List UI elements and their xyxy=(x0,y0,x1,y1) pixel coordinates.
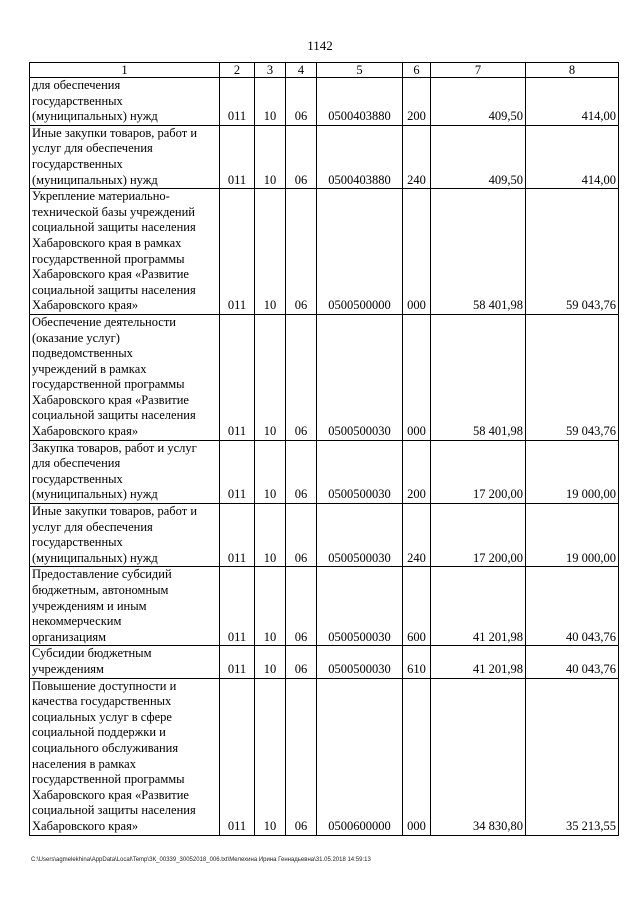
target-article-cell: 0500403880 xyxy=(317,125,403,188)
expense-type-cell: 610 xyxy=(403,646,431,678)
row-name-line: услуг для обеспечения xyxy=(32,519,153,534)
table-row xyxy=(30,125,619,188)
amount-year-2-cell: 59 043,76 xyxy=(526,314,619,440)
document-path-footer: C:\Users\agmelekhina\AppData\Local\Temp\ЗК_00339_30052018_006.txt\Мелехина Ирина Геннадьевна\31.05.2018 14:59:13 xyxy=(31,857,371,863)
row-name-line: (оказание услуг) xyxy=(32,330,120,345)
expense-type-cell: 200 xyxy=(403,440,431,503)
expense-type-cell: 000 xyxy=(403,189,431,315)
subsection-code-cell: 06 xyxy=(286,125,317,188)
subsection-code-cell: 06 xyxy=(286,646,317,678)
column-header: 2 xyxy=(220,63,255,78)
target-article-cell: 0500500030 xyxy=(317,440,403,503)
column-header: 4 xyxy=(286,63,317,78)
row-name-line: (муниципальных) нужд xyxy=(32,172,158,187)
table-row xyxy=(30,189,619,315)
row-name-line: государственных xyxy=(32,93,123,108)
row-name-line: качества государственных xyxy=(32,694,172,709)
row-name-line: социальной защиты населения xyxy=(32,408,196,423)
row-name-cell xyxy=(30,646,220,678)
row-name-cell xyxy=(30,567,220,646)
expense-type-cell: 200 xyxy=(403,78,431,126)
row-name-cell xyxy=(30,440,220,503)
row-name-cell xyxy=(30,189,220,315)
row-name-line: социальной поддержки и xyxy=(32,725,166,740)
budget-table xyxy=(29,62,619,836)
amount-year-1-cell: 409,50 xyxy=(431,78,526,126)
section-code-cell: 10 xyxy=(255,504,286,567)
subsection-code-cell: 06 xyxy=(286,440,317,503)
expense-type-cell: 240 xyxy=(403,504,431,567)
row-name-line: Хабаровского края» xyxy=(32,424,139,439)
column-header: 3 xyxy=(255,63,286,78)
subsection-code-cell: 06 xyxy=(286,567,317,646)
row-name-line: государственной программы xyxy=(32,251,185,266)
section-code-cell: 10 xyxy=(255,678,286,835)
row-name-line: Субсидии бюджетным xyxy=(32,646,152,661)
table-row xyxy=(30,646,619,678)
row-name-line: организациям xyxy=(32,629,107,644)
target-article-cell: 0500403880 xyxy=(317,78,403,126)
row-name-line: учреждений в рамках xyxy=(32,361,147,376)
section-code-cell: 10 xyxy=(255,125,286,188)
row-name-line: социальных услуг в сфере xyxy=(32,709,172,724)
ministry-code-cell: 011 xyxy=(220,678,255,835)
amount-year-2-cell: 40 043,76 xyxy=(526,646,619,678)
amount-year-1-cell: 58 401,98 xyxy=(431,189,526,315)
amount-year-1-cell: 409,50 xyxy=(431,125,526,188)
expense-type-cell: 240 xyxy=(403,125,431,188)
ministry-code-cell: 011 xyxy=(220,646,255,678)
row-name-cell xyxy=(30,678,220,835)
row-name-cell xyxy=(30,314,220,440)
subsection-code-cell: 06 xyxy=(286,678,317,835)
row-name-line: Хабаровского края «Развитие xyxy=(32,392,189,407)
row-name-line: Хабаровского края» xyxy=(32,298,139,313)
amount-year-1-cell: 34 830,80 xyxy=(431,678,526,835)
row-name-line: государственных xyxy=(32,471,123,486)
column-header: 8 xyxy=(526,63,619,78)
row-name-line: государственной программы xyxy=(32,772,185,787)
ministry-code-cell: 011 xyxy=(220,78,255,126)
table-row xyxy=(30,678,619,835)
page-number: 1142 xyxy=(307,38,333,53)
table-row xyxy=(30,440,619,503)
target-article-cell: 0500500030 xyxy=(317,314,403,440)
row-name-line: социального обслуживания xyxy=(32,740,179,755)
row-name-cell xyxy=(30,504,220,567)
section-code-cell: 10 xyxy=(255,78,286,126)
amount-year-2-cell: 19 000,00 xyxy=(526,504,619,567)
section-code-cell: 10 xyxy=(255,440,286,503)
row-name-line: социальной защиты населения xyxy=(32,282,196,297)
ministry-code-cell: 011 xyxy=(220,189,255,315)
row-name-line: государственной программы xyxy=(32,377,185,392)
ministry-code-cell: 011 xyxy=(220,567,255,646)
amount-year-2-cell: 40 043,76 xyxy=(526,567,619,646)
column-header: 1 xyxy=(30,63,220,78)
ministry-code-cell: 011 xyxy=(220,125,255,188)
row-name-line: Хабаровского края» xyxy=(32,818,139,833)
row-name-line: подведомственных xyxy=(32,346,133,361)
row-name-line: (муниципальных) нужд xyxy=(32,550,158,565)
amount-year-1-cell: 41 201,98 xyxy=(431,567,526,646)
amount-year-2-cell: 19 000,00 xyxy=(526,440,619,503)
section-code-cell: 10 xyxy=(255,189,286,315)
amount-year-1-cell: 17 200,00 xyxy=(431,440,526,503)
ministry-code-cell: 011 xyxy=(220,440,255,503)
table-row xyxy=(30,314,619,440)
row-name-line: Повышение доступности и xyxy=(32,678,177,693)
row-name-line: некоммерческим xyxy=(32,614,122,629)
row-name-line: Хабаровского края «Развитие xyxy=(32,267,189,282)
row-name-line: Хабаровского края в рамках xyxy=(32,235,182,250)
row-name-line: услуг для обеспечения xyxy=(32,141,153,156)
section-code-cell: 10 xyxy=(255,314,286,440)
table-row xyxy=(30,504,619,567)
amount-year-2-cell: 59 043,76 xyxy=(526,189,619,315)
target-article-cell: 0500500030 xyxy=(317,504,403,567)
row-name-line: учреждениям и иным xyxy=(32,598,147,613)
subsection-code-cell: 06 xyxy=(286,78,317,126)
row-name-line: социальной защиты населения xyxy=(32,220,196,235)
ministry-code-cell: 011 xyxy=(220,314,255,440)
row-name-line: (муниципальных) нужд xyxy=(32,487,158,502)
section-code-cell: 10 xyxy=(255,567,286,646)
row-name-line: (муниципальных) нужд xyxy=(32,109,158,124)
subsection-code-cell: 06 xyxy=(286,504,317,567)
column-header: 7 xyxy=(431,63,526,78)
expense-type-cell: 600 xyxy=(403,567,431,646)
amount-year-1-cell: 17 200,00 xyxy=(431,504,526,567)
ministry-code-cell: 011 xyxy=(220,504,255,567)
row-name-line: Закупка товаров, работ и услуг xyxy=(32,440,197,455)
subsection-code-cell: 06 xyxy=(286,189,317,315)
amount-year-1-cell: 41 201,98 xyxy=(431,646,526,678)
target-article-cell: 0500500030 xyxy=(317,567,403,646)
target-article-cell: 0500500030 xyxy=(317,646,403,678)
row-name-line: для обеспечения xyxy=(32,456,121,471)
row-name-line: бюджетным, автономным xyxy=(32,583,169,597)
amount-year-2-cell: 414,00 xyxy=(526,125,619,188)
row-name-cell xyxy=(30,78,220,126)
row-name-cell xyxy=(30,125,220,188)
row-name-line: учреждениям xyxy=(32,661,104,676)
amount-year-1-cell: 58 401,98 xyxy=(431,314,526,440)
table-row xyxy=(30,78,619,126)
row-name-line: социальной защиты населения xyxy=(32,803,196,818)
row-name-line: Иные закупки товаров, работ и xyxy=(32,125,198,140)
row-name-line: населения в рамках xyxy=(32,756,136,771)
table-row xyxy=(30,567,619,646)
row-name-line: Предоставление субсидий xyxy=(32,567,172,582)
column-header: 6 xyxy=(403,63,431,78)
table-header-row xyxy=(30,63,619,78)
row-name-line: Иные закупки товаров, работ и xyxy=(32,504,198,519)
row-name-line: технической базы учреждений xyxy=(32,204,195,219)
column-header: 5 xyxy=(317,63,403,78)
row-name-line: для обеспечения xyxy=(32,78,121,92)
subsection-code-cell: 06 xyxy=(286,314,317,440)
target-article-cell: 0500500000 xyxy=(317,189,403,315)
expense-type-cell: 000 xyxy=(403,314,431,440)
amount-year-2-cell: 414,00 xyxy=(526,78,619,126)
expense-type-cell: 000 xyxy=(403,678,431,835)
row-name-line: Обеспечение деятельности xyxy=(32,314,177,329)
row-name-line: Укрепление материально- xyxy=(32,189,170,204)
row-name-line: государственных xyxy=(32,156,123,171)
row-name-line: государственных xyxy=(32,535,123,550)
section-code-cell: 10 xyxy=(255,646,286,678)
row-name-line: Хабаровского края «Развитие xyxy=(32,787,189,802)
target-article-cell: 0500600000 xyxy=(317,678,403,835)
amount-year-2-cell: 35 213,55 xyxy=(526,678,619,835)
